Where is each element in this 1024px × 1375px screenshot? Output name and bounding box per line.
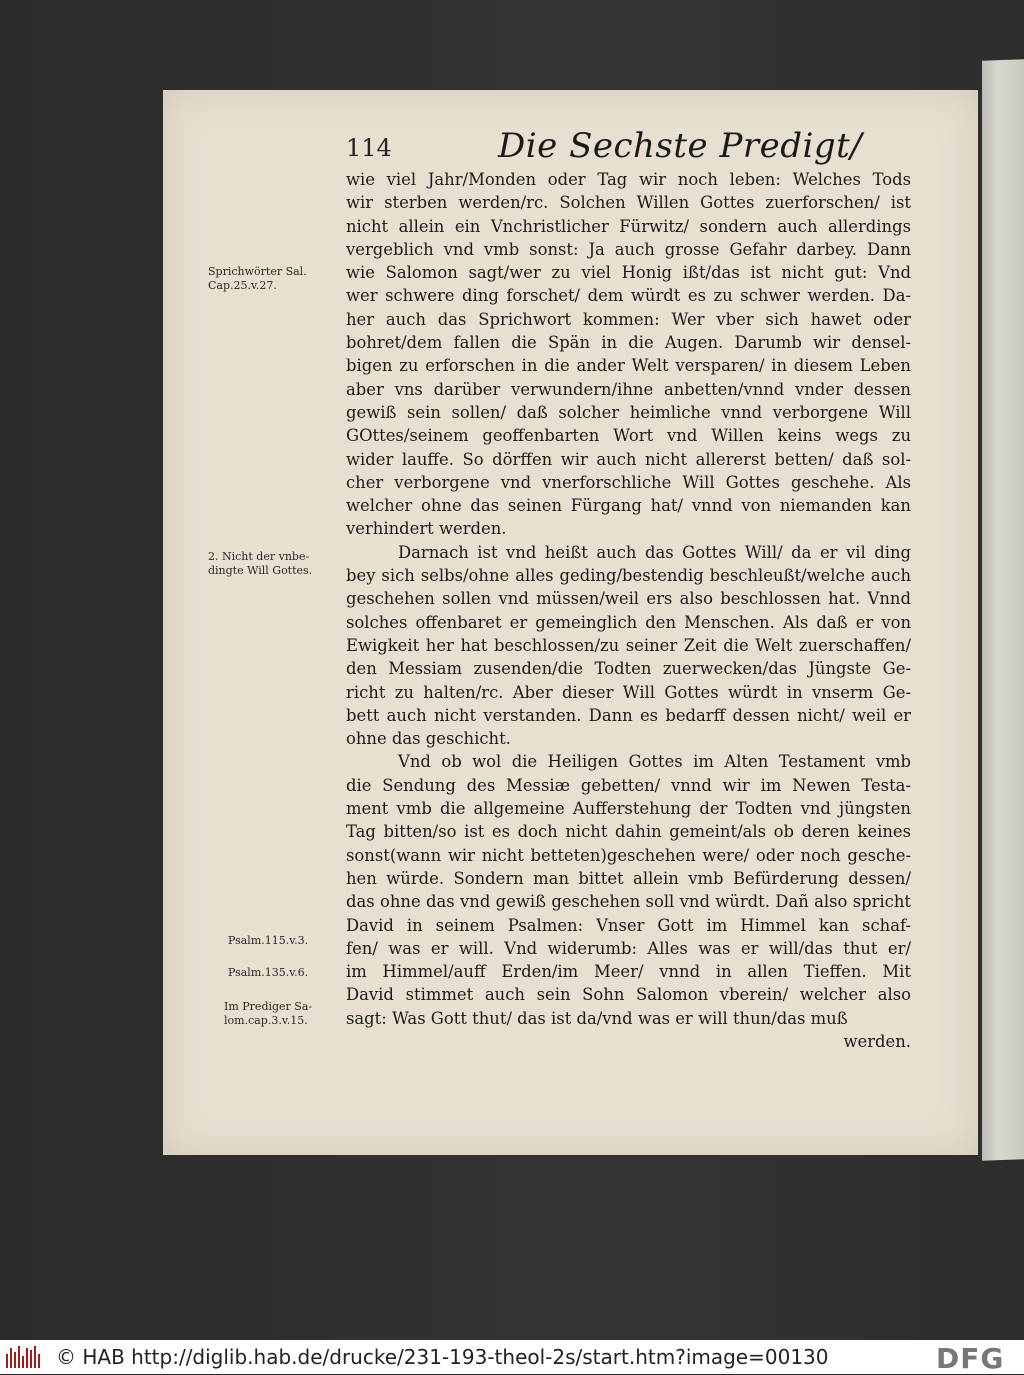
text-line: den Messiam zusenden/die Todten zuerwecken/das Jüngste Ge- [346, 659, 911, 679]
next-page-edge [982, 59, 1024, 1160]
text-line: cher verborgene vnd vnerforschliche Will Gottes geschehe. Als [346, 472, 911, 492]
text-line: bohret/dem fallen die Spän in die Augen. Darumb wir densel- [346, 333, 911, 353]
running-head: Die Sechste Predigt/ [498, 126, 863, 166]
margin-note-line: lom.cap.3.v.15. [224, 1014, 308, 1027]
dfg-logo: DFG [936, 1342, 1005, 1375]
text-line: hen würde. Sondern man bittet allein vmb Befürderung dessen/ [346, 868, 911, 888]
text-line: im Himmel/auff Erden/im Meer/ vnnd in allen Tieffen. Mit [346, 962, 911, 982]
footer-bar [0, 1340, 1024, 1374]
text-line: Vnd ob wol die Heiligen Gottes im Alten Testament vmb [398, 752, 911, 772]
text-line: geschehen sollen vnd müssen/weil ers also beschlossen hat. Vnnd [346, 589, 911, 609]
text-line: wider lauffe. So dörffen wir auch nicht allererst betten/ daß sol- [346, 449, 911, 469]
text-line: richt zu halten/rc. Aber dieser Will Gottes würdt in vnserm Ge- [346, 682, 911, 702]
text-line: sonst(wann wir nicht betteten)geschehen were/ oder noch gesche- [346, 845, 911, 865]
margin-note-3 [228, 934, 370, 948]
text-line: ment vmb die allgemeine Aufferstehung der Todten vnd jüngsten [346, 799, 911, 819]
text-line: David stimmet auch sein Sohn Salomon vberein/ welcher also [346, 985, 911, 1005]
text-line: welcher ohne das seinen Fürgang hat/ vnnd von niemanden kan [346, 496, 911, 516]
text-line: wie viel Jahr/Monden oder Tag wir noch leben: Welches Tods [346, 170, 911, 189]
text-line: solches offenbaret er gemeinglich den Menschen. Als daß er von [346, 612, 911, 632]
page-header [346, 120, 966, 168]
margin-note-line: Im Prediger Sa- [224, 1000, 313, 1013]
text-line: nicht allein ein Vnchristlicher Fürwitz/ sondern auch allerdings [346, 216, 911, 236]
text-line: Ewigkeit her hat beschlossen/zu seiner Zeit die Welt zuerschaffen/ [346, 635, 911, 655]
text-line: fen/ was er will. Vnd widerumb: Alles was er will/das thut er/ [346, 938, 911, 958]
margin-note-2 [208, 550, 350, 578]
text-line: das ohne das vnd gewiß geschehen soll vnd würdt. Dañ also spricht [346, 892, 911, 912]
text-line: die Sendung des Messiæ gebetten/ vnnd wir im Newen Testa- [346, 775, 911, 795]
text-line: wer schwere ding forschet/ dem würdt es zu schwer werden. Da- [346, 286, 911, 306]
text-line: vergeblich vnd vmb sonst: Ja auch grosse Gefahr darbey. Dann [346, 239, 911, 259]
margin-note-4 [228, 966, 370, 980]
text-line: her auch das Sprichwort kommen: Wer vber sich hawet oder [346, 309, 911, 329]
text-line: bigen zu erforschen in die ander Welt versparen/ in diesem Leben [346, 356, 911, 376]
text-line: David in seinem Psalmen: Vnser Gott im Himmel kan schaf- [346, 915, 911, 935]
source-link[interactable]: © HAB http://diglib.hab.de/drucke/231-193-theol-2s/start.htm?image=00130 [56, 1345, 829, 1369]
margin-note-1 [208, 265, 350, 293]
text-line: aber vns darüber verwundern/ihne anbetten/vnnd vnder dessen [346, 379, 911, 399]
text-line: Tag bitten/so ist es doch nicht dahin gemeint/als ob deren keines [346, 822, 911, 842]
text-line: sagt: Was Gott thut/ das ist da/vnd was er will thun/das muß [346, 1008, 848, 1028]
hab-barcode-logo-icon [6, 1346, 46, 1368]
text-line: wie Salomon sagt/wer zu viel Honig ißt/das ist nicht gut: Vnd [346, 263, 911, 283]
body-text [346, 168, 911, 1053]
margin-note-line: Psalm.115.v.3. [228, 934, 309, 947]
text-line: werden. [843, 1031, 911, 1051]
margin-note-line: 2. Nicht der vnbe- [208, 550, 310, 563]
text-line: verhindert werden. [346, 519, 507, 539]
text-line: gewiß sein sollen/ daß solcher heimliche vnnd verborgene Will [346, 402, 911, 422]
margin-note-line: Sprichwörter Sal. [208, 265, 307, 278]
margin-note-5 [224, 1000, 366, 1028]
margin-note-line: Psalm.135.v.6. [228, 966, 309, 979]
text-line: bett auch nicht verstanden. Dann es bedarff dessen nicht/ weil er [346, 705, 911, 725]
text-line: bey sich selbs/ohne alles geding/bestendig beschleußt/welche auch [346, 566, 911, 586]
margin-note-line: Cap.25.v.27. [208, 279, 277, 292]
page-number: 114 [346, 134, 392, 162]
text-line: GOttes/seinem geoffenbarten Wort vnd Willen keins wegs zu [346, 426, 911, 446]
margin-note-line: dingte Will Gottes. [208, 564, 313, 577]
text-line: wir sterben werden/rc. Solchen Willen Gottes zuerforschen/ ist [346, 193, 911, 213]
text-line: ohne das geschicht. [346, 729, 511, 749]
text-line: Darnach ist vnd heißt auch das Gottes Will/ da er vil ding [398, 542, 911, 562]
